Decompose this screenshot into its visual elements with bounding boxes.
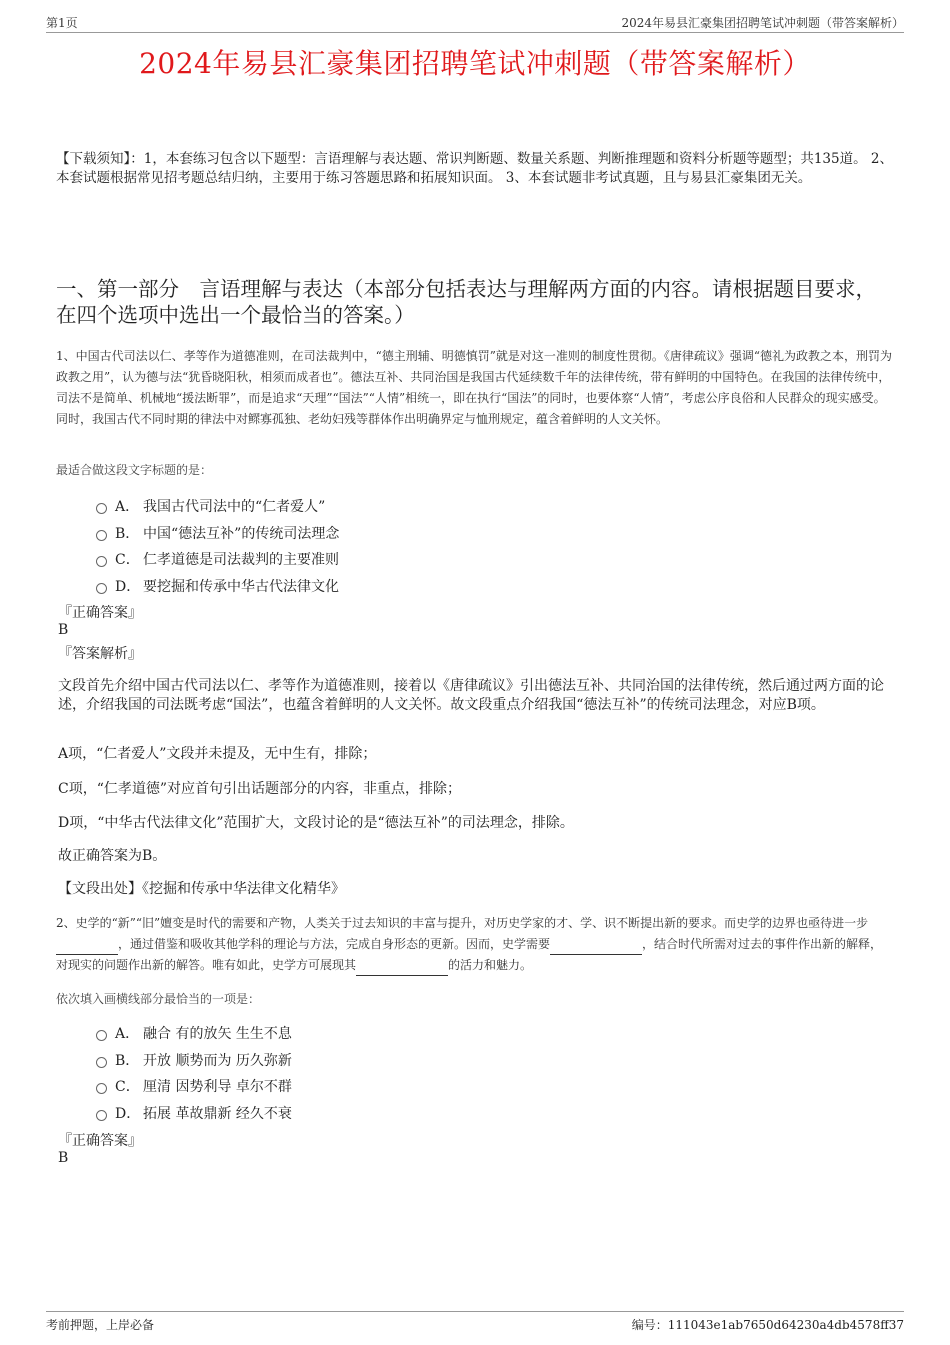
footer-code: 编号：111043e1ab7650d64230a4db4578ff37 [631, 1318, 904, 1332]
radio-icon[interactable] [96, 1030, 107, 1041]
radio-icon[interactable] [96, 583, 107, 594]
radio-icon[interactable] [96, 530, 107, 541]
q2-option-a[interactable]: A． 融合 有的放矢 生生不息 [96, 1020, 292, 1047]
q2-option-d[interactable]: D． 拓展 革故鼎新 经久不衰 [96, 1100, 292, 1127]
q2-option-c[interactable]: C． 厘清 因势利导 卓尔不群 [96, 1073, 292, 1100]
document-title: 2024年易县汇豪集团招聘笔试冲刺题（带答案解析） [139, 47, 811, 80]
q2-passage: 2、史学的“新”“旧”嬗变是时代的需要和产物，人类关于过去知识的丰富与提升，对历史学家的才、学、识不断提出新的要求。而史学的边界也亟待进一步，通过借鉴和吸收其他学科的理论与方法，完成自身形态的更新。因而，史学需要 ，结合时代所需对过去的事件作出新的解释，对现实的问题作出新的解答。唯有如此，史学方可展现其 的活力和魅力。 [56, 913, 894, 976]
q1-option-d[interactable]: D． 要挖掘和传承中华古代法律文化 [96, 573, 339, 600]
q2-answer: B [58, 1150, 69, 1166]
radio-icon[interactable] [96, 1110, 107, 1121]
q1-source: 【文段出处】《挖掘和传承中华法律文化精华》 [58, 881, 345, 897]
q1-analysis-c: C项，“仁孝道德”对应首句引出话题部分的内容，非重点，排除； [58, 781, 462, 797]
q1-prompt: 最适合做这段文字标题的是： [56, 463, 213, 477]
q1-option-c[interactable]: C． 仁孝道德是司法裁判的主要准则 [96, 546, 339, 573]
page-header [46, 14, 904, 33]
q1-option-a[interactable]: A． 我国古代司法中的“仁者爱人” [96, 493, 339, 520]
header-doc-title: 2024年易县汇豪集团招聘笔试冲刺题（带答案解析） [621, 16, 904, 30]
q2-prompt: 依次填入画横线部分最恰当的一项是： [56, 992, 261, 1006]
q1-option-b[interactable]: B． 中国“德法互补”的传统司法理念 [96, 520, 339, 547]
download-notice: 【下载须知】：1，本套练习包含以下题型：言语理解与表达题、常识判断题、数量关系题、判断推理题和资料分析题等题型；共135道。 2、本套试题根据常见招考题总结归纳，主要用于练习答题思路和拓展知识面。 3、本套试题非考试真题，且与易县汇豪集团无关。 [56, 151, 893, 186]
q2-answer-label: 『正确答案』 [58, 1133, 142, 1149]
q1-answer-label: 『正确答案』 [58, 605, 142, 621]
blank-3 [356, 962, 448, 976]
q2-options [96, 1020, 292, 1126]
q1-analysis-d: D项，“中华古代法律文化”范围扩大，文段讨论的是“德法互补”的司法理念，排除。 [58, 815, 574, 831]
q1-passage: 1、中国古代司法以仁、孝等作为道德准则，在司法裁判中，“德主刑辅、明德慎罚”就是对这一准则的制度性贯彻。《唐律疏议》强调“德礼为政教之本，刑罚为政教之用”，认为德与法“犹昏晓阳秋，相须而成者也”。德法互补、共同治国是我国古代延续数千年的法律传统，带有鲜明的中国特色。在我国的法律传统中，司法不是简单、机械地“援法断罪”，而是追求“天理”“国法”“人情”相统一，即在执行“国法”的同时，也要体察“人情”，考虑公序良俗和人民群众的现实感受。同时，我国古代不同时期的律法中对鳏寡孤独、老幼妇残等群体作出明确界定与恤刑规定，蕴含着鲜明的人文关怀。 [56, 349, 893, 426]
q1-analysis-label: 『答案解析』 [58, 646, 142, 662]
q1-answer: B [58, 622, 69, 638]
section-heading: 一、第一部分 言语理解与表达（本部分包括表达与理解两方面的内容。请根据题目要求，在四个选项中选出一个最恰当的答案。） [56, 277, 876, 327]
q2-option-b[interactable]: B． 开放 顺势而为 历久弥新 [96, 1047, 292, 1074]
radio-icon[interactable] [96, 503, 107, 514]
footer-slogan: 考前押题，上岸必备 [46, 1318, 155, 1332]
radio-icon[interactable] [96, 1083, 107, 1094]
q1-analysis-a: A项，“仁者爱人”文段并未提及，无中生有，排除； [58, 746, 377, 762]
q1-options [96, 493, 339, 599]
page-footer [46, 1311, 904, 1332]
blank-1 [56, 941, 118, 955]
q1-analysis-conclusion: 故正确答案为B。 [58, 848, 167, 864]
radio-icon[interactable] [96, 1057, 107, 1068]
page-number: 第1页 [46, 16, 78, 30]
q1-analysis-main: 文段首先介绍中国古代司法以仁、孝等作为道德准则，接着以《唐律疏议》引出德法互补、共同治国的法律传统，然后通过两方面的论述，介绍我国的司法既考虑“国法”，也蕴含着鲜明的人文关怀。故文段重点介绍我国“德法互补”的传统司法理念，对应B项。 [58, 678, 884, 713]
radio-icon[interactable] [96, 556, 107, 567]
blank-2 [550, 941, 642, 955]
